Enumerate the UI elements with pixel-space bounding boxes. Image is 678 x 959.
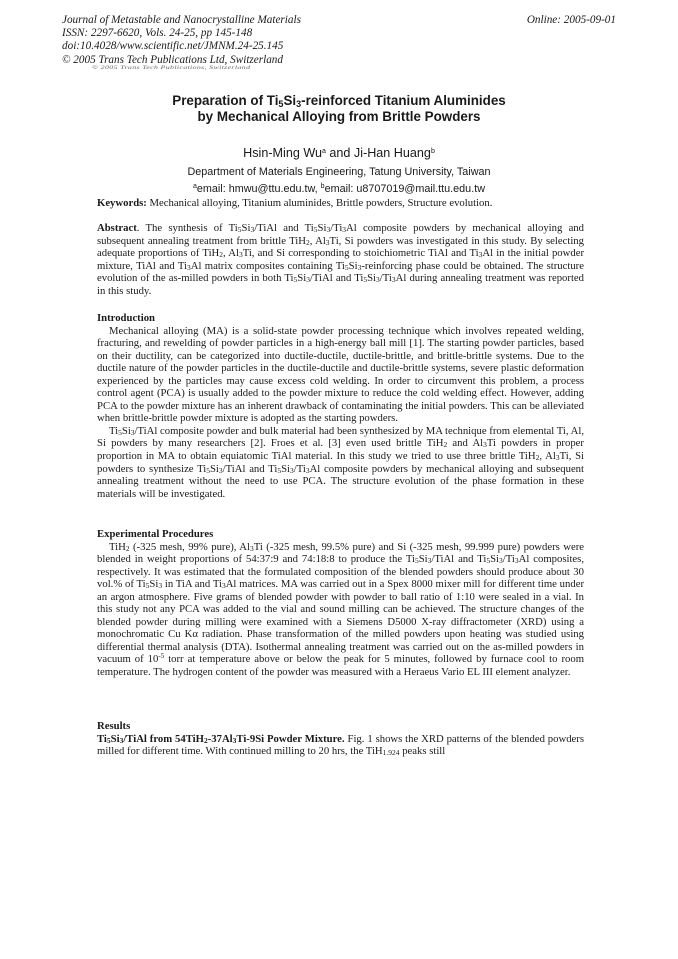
experimental-section — [97, 528, 584, 679]
affiliation — [0, 152, 678, 198]
results-section — [97, 720, 584, 758]
results-subheading: $Ti_5Si_3$/TiAl from $54TiH_2-37Al_3Ti-9Si$ Powder Mixture. — [97, 732, 345, 745]
intro-paragraph-1: Mechanical alloying (MA) is a solid-state powder processing technique which involves repeated welding, fracturing, and rewelding of powder particles in a high-energy ball mill [1]. The starting powder particles, based on their ductility, can be categorized into ductile-ductile, ductile-brittle, and brittle-brittle systems. Due to the ductile nature of the powder particles in the ductile-ductile and ductile-brittle systems, severe plastic deformation experienced by the particles may cause excess cold welding. In order to circumvent this problem, a process control agent (PCA) is usually added to the powder mixture to reduce the cold welding effect. However, adding PCA to the powder mixture has an inherent drawback of contaminating the initial powders. This can be alleviated when brittle-brittle powder mixture is adopted as the starting powders. — [97, 324, 585, 425]
keywords: Keywords: Mechanical alloying, Titanium aluminides, Brittle powders, Structure evolution. — [97, 197, 493, 209]
online-date: Online: 2005-09-01 — [526, 14, 616, 26]
experimental-heading: Experimental Procedures — [97, 528, 214, 540]
results-heading: Results — [97, 720, 131, 732]
copyright-line: © 2005 Trans Tech Publications Ltd, Switzerland — [62, 53, 283, 66]
author-line: Hsin-Ming Wu$^a$ and Ji-Han Huang$^b$ — [243, 146, 435, 160]
paper-title: Preparation of $Ti_5Si_3$-reinforced Titanium Aluminides by Mechanical Alloying from Brittle Powders — [172, 93, 506, 124]
ghost-copyright: © 2005 Trans Tech Publications, Switzerland — [92, 64, 251, 71]
introduction-heading: Introduction — [97, 312, 156, 324]
journal-header — [62, 14, 301, 67]
emails: $^a$email: hmwu@ttu.edu.tw, $^b$email: u8707019@mail.ttu.edu.tw — [192, 183, 485, 195]
department: Department of Materials Engineering, Tatung University, Taiwan — [187, 166, 491, 178]
journal-name: Journal of Metastable and Nanocrystalline Materials — [62, 14, 301, 26]
experimental-paragraph: TiH$_2$ (-325 mesh, 99% pure), $Al_3Ti$ (-325 mesh, 99.5% pure) and Si (-325 mesh, 99.999 pure) powders were blended in weight proportions of 54:37:9 and 74:18:8 to produce the $Ti_5Si_3$/TiAl and $Ti_5Si_3/Ti_3Al$ composites, respectively. It was estimated that the formulated composition of the blended powders should produce about 30 vol.% of $Ti_5Si_3$ in TiA and $Ti_3Al$ matrices. MA was carried out in a Spex 8000 mixer mill for different time under an argon atmosphere. Five grams of blended powder with powder to ball ratio of 1:10 were sealed in a vial. In this study not any PCA was added to the vial and sound milling can be achieved. The structure changes of the blended powder during milling were examined with a Siemens D5000 X-ray diffractometer (XRD) using a monochromatic Cu Kα radiation. Phase transformation of the milled powders upon heating was studied using differential thermal analysis (DTA). Isothermal annealing treatment was carried out on the as-milled powders in vacuum of $10^{-5}$ torr at temperature above or below the peak for 5 minutes, followed by furnace cool to room temperature. The hydrogen content of the powder was measured with a Heraeus Vario EL III element analyzer. — [97, 540, 585, 679]
introduction-section — [97, 312, 584, 500]
abstract: Abstract. The synthesis of $Ti_5Si_3$/TiAl and $Ti_5Si_3/Ti_3Al$ composite powders by mechanical alloying and subsequent annealing treatment from brittle TiH$_2$, $Al_3Ti$, Si powders was investigated in this study. By selecting adequate proportions of TiH$_2$, $Al_3Ti$, and Si corresponding to stoichiometric TiAl and $Ti_3Al$ in the initial powder mixture, TiAl and $Ti_3Al$ matrix composites containing $Ti_5Si_3$-reinforcing phase could be obtained. The structure evolution of the as-milled powders in both $Ti_5Si_3$/TiAl and $Ti_5Si_3/Ti_3Al$ during annealing treatment was reported in this study. — [97, 222, 585, 297]
intro-paragraph-2: $Ti_5Si_3$/TiAl composite powder and bulk material had been synthesized by MA technique from elemental Ti, Al, Si powders by many researchers [2]. Froes et al. [3] even used brittle TiH$_2$ and $Al_3Ti$ powders in proper proportion in MA to obtain equiatomic TiAl material. In this study we tried to use three brittle TiH$_2$, $Al_3Ti$, Si powders to synthesize $Ti_5Si_3$/TiAl and $Ti_5Si_3/Ti_3Al$ composite powders by mechanical alloying and subsequent annealing treatment without the need to use PCA. The structure evolution of the phase formation in these materials will be investigated. — [97, 424, 584, 500]
doi-line: doi:10.4028/www.scientific.net/JMNM.24-25.145 — [62, 40, 284, 53]
results-paragraph: $Ti_5Si_3$/TiAl from $54TiH_2-37Al_3Ti-9Si$ Powder Mixture. Fig. 1 shows the XRD patterns of the blended powders milled for different time. With continued milling to 20 hrs, the TiH$_{1.924}$ peaks still — [97, 732, 585, 758]
issn-line: ISSN: 2297-6620, Vols. 24-25, pp 145-148 — [62, 27, 253, 40]
